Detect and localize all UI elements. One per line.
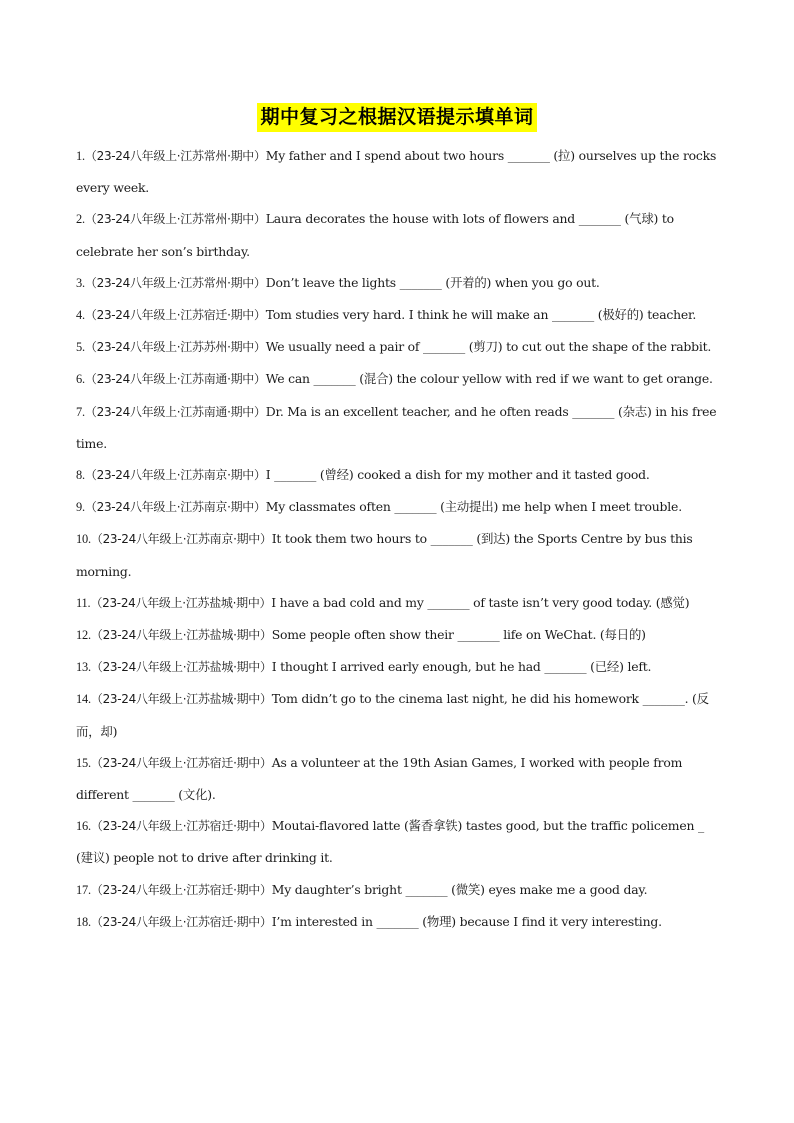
question-item [76, 396, 722, 459]
question-item [76, 651, 722, 683]
question-source: （23-24八年级上·江苏盐城·期中） [90, 660, 272, 675]
question-item [76, 747, 722, 810]
question-number: 2. [76, 212, 85, 227]
question-source: （23-24八年级上·江苏南通·期中） [84, 404, 266, 419]
question-text: Laura decorates the house with lots of flowers and _______ (气球) to celebrate her son’s birthday. [76, 211, 674, 259]
question-list [76, 140, 722, 938]
question-text: We can _______ (混合) the colour yellow with red if we want to get orange. [265, 371, 713, 387]
question-item [76, 874, 722, 906]
question-source: （23-24八年级上·江苏苏州·期中） [84, 340, 266, 355]
question-source: （23-24八年级上·江苏常州·期中） [84, 212, 266, 227]
question-source: （23-24八年级上·江苏盐城·期中） [90, 692, 272, 707]
question-number: 17. [76, 882, 91, 897]
question-text: Tom studies very hard. I think he will make an _______ (极好的) teacher. [265, 307, 697, 323]
question-text: My father and I spend about two hours _______ (拉) ourselves up the rocks every week. [76, 148, 717, 196]
question-number: 3. [76, 275, 85, 290]
question-item [76, 299, 722, 331]
question-text: As a volunteer at the 19th Asian Games, I worked with people from different _______ (文化). [76, 754, 683, 803]
question-source: （23-24八年级上·江苏盐城·期中） [90, 595, 272, 610]
page-title: 期中复习之根据汉语提示填单词 [257, 103, 536, 132]
question-source: （23-24八年级上·江苏常州·期中） [84, 149, 266, 163]
question-text: We usually need a pair of _______ (剪刀) to cut out the shape of the rabbit. [265, 339, 712, 355]
question-source: （23-24八年级上·江苏盐城·期中） [90, 628, 272, 643]
question-number: 1. [76, 149, 85, 163]
question-source: （23-24八年级上·江苏南京·期中） [84, 500, 266, 515]
question-number: 11. [76, 595, 91, 610]
question-number: 15. [76, 755, 91, 770]
question-text: Don’t leave the lights _______ (开着的) when you go out. [265, 274, 600, 290]
question-source: （23-24八年级上·江苏南京·期中） [90, 532, 272, 547]
question-number: 5. [76, 340, 85, 355]
question-number: 9. [76, 500, 85, 515]
question-item [76, 587, 722, 619]
question-text: My classmates often _______ (主动提出) me help when I meet trouble. [265, 499, 682, 515]
question-source: （23-24八年级上·江苏宿迁·期中） [90, 914, 272, 929]
question-source: （23-24八年级上·江苏宿迁·期中） [90, 819, 272, 834]
question-source: （23-24八年级上·江苏宿迁·期中） [90, 755, 272, 770]
question-source: （23-24八年级上·江苏常州·期中） [84, 275, 266, 290]
question-source: （23-24八年级上·江苏宿迁·期中） [90, 882, 272, 897]
question-item [76, 267, 722, 299]
question-number: 16. [76, 819, 91, 834]
question-number: 8. [76, 468, 85, 483]
question-text: Tom didn’t go to the cinema last night, he did his homework _______. (反而，却) [76, 691, 709, 739]
question-text: I’m interested in _______ (物理) because I find it very interesting. [271, 913, 662, 929]
question-source: （23-24八年级上·江苏南通·期中） [84, 372, 266, 387]
question-number: 18. [76, 914, 91, 929]
question-item [76, 810, 722, 873]
question-item [76, 363, 722, 395]
question-number: 7. [76, 404, 85, 419]
question-item [76, 140, 722, 203]
question-text: Some people often show their _______ life on WeChat. (每日的) [271, 627, 646, 643]
question-text: Moutai-flavored latte (酱香拿铁) tastes good, but the traffic policemen _ (建议) people not to drive after drinking it. [76, 818, 704, 866]
question-number: 14. [76, 692, 91, 707]
question-item [76, 203, 722, 266]
question-item [76, 683, 722, 746]
question-text: Dr. Ma is an excellent teacher, and he often reads _______ (杂志) in his free time. [76, 403, 717, 451]
question-item [76, 459, 722, 491]
question-item [76, 523, 722, 586]
question-number: 10. [76, 532, 91, 547]
question-text: I _______ (曾经) cooked a dish for my mother and it tasted good. [265, 467, 650, 483]
question-source: （23-24八年级上·江苏宿迁·期中） [84, 308, 266, 323]
question-number: 13. [76, 660, 91, 675]
question-text: It took them two hours to _______ (到达) the Sports Centre by bus this morning. [76, 531, 693, 579]
question-number: 12. [76, 628, 91, 643]
question-item [76, 331, 722, 363]
title-container [0, 103, 794, 132]
question-text: My daughter’s bright _______ (微笑) eyes make me a good day. [271, 881, 648, 897]
question-source: （23-24八年级上·江苏南京·期中） [84, 468, 266, 483]
question-text: I thought I arrived early enough, but he had _______ (已经) left. [271, 659, 652, 675]
question-number: 6. [76, 372, 85, 387]
question-item [76, 906, 722, 938]
question-item [76, 491, 722, 523]
question-text: I have a bad cold and my _______ of taste isn’t very good today. (感觉) [271, 594, 690, 610]
question-number: 4. [76, 308, 85, 323]
question-item [76, 619, 722, 651]
